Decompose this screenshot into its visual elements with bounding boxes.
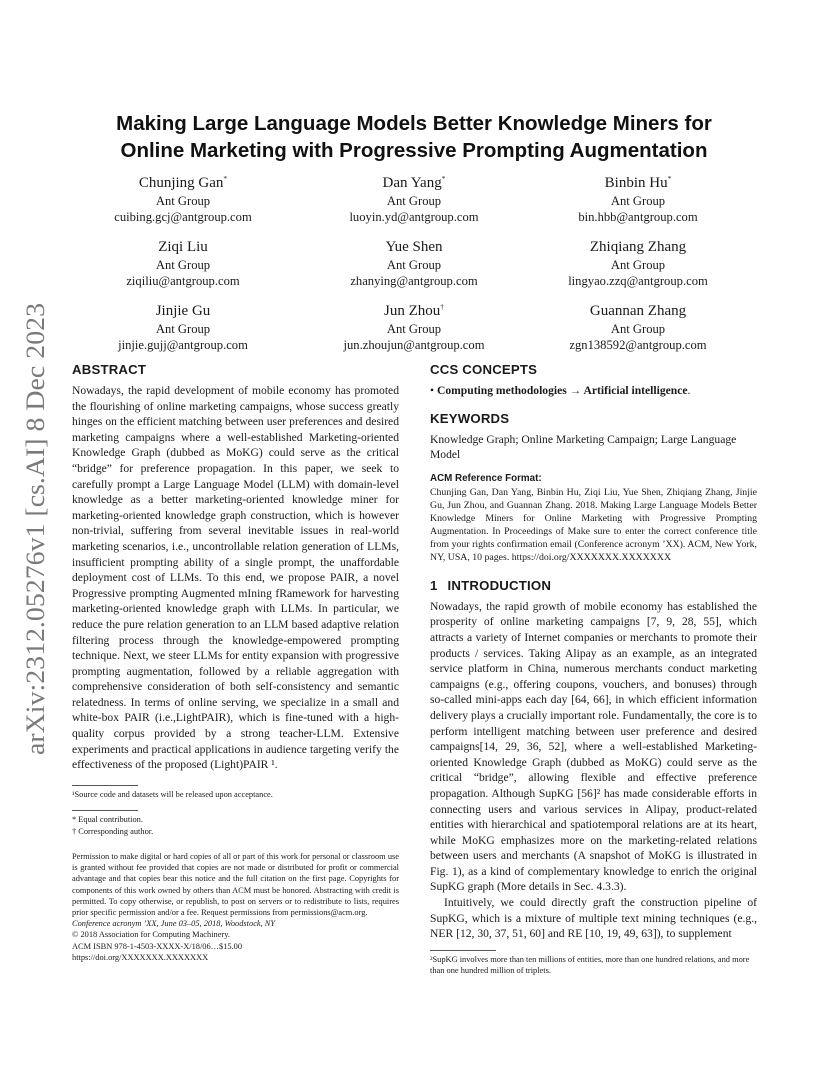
author-name: Yue Shen [385, 239, 443, 255]
author-mark: * [441, 174, 446, 183]
ccs-heading: CCS CONCEPTS [430, 362, 538, 377]
intro-paragraph-2: Intuitively, we could directly graft the construction pipeline of SupKG, which is a mixture of multiple text mining techniques (e.g., NER [12, 30, 37, 51, 60] and RE [10, 19, 49, 63]), to supplement [430, 896, 757, 941]
footnote-equal-contribution: * Equal contribution. [72, 815, 143, 825]
author-email: jinjie.gujj@antgroup.com [118, 338, 248, 352]
abstract-text: Nowadays, the rapid development of mobile economy has promoted the flourishing of online marketing campaigns, whose success greatly hinges on the efficient matching between user preferences and desired marketing campaigns where a well-established Marketing-oriented Knowledge Graph (dubbed as MoKG) could serve as the critical “bridge” for preference propagation. In this paper, we seek to carefully prompt a Large Language Model (LLM) with domain-level knowledge as a better marketing-oriented knowledge miner for marketing-oriented knowledge graph construction, which is however non-trivial, suffering from several inevitable issues in real-world marketing scenarios, i.e., uncontrollable relation generation of LLMs, insufficient prompting ability of a single prompt, the unaffordable deployment cost of LLMs. To this end, we propose PAIR, a novel Progressive prompting Augmented mIning fRamework for harvesting marketing-oriented knowledge graph with LLMs. In particular, we reduce the pure relation generation to an LLM based adaptive relation filtering process through the knowledge-empowered prompting technique. Next, we steer LLMs for entity expansion with progressive prompting augmentation, followed by a reliable aggregation with comprehensive consideration of both self-consistency and semantic relatedness. In terms of online serving, we specialize in a small and white-box PAIR (i.e.,LightPAIR), which is fine-tuned with a high-quality corpus provided by a strong teacher-LLM. Extensive experiments and practical applications in audience targeting verify the effectiveness of the proposed (Light)PAIR ¹. [72, 384, 399, 772]
footnote-corresponding-author: † Corresponding author. [72, 826, 154, 836]
author-mark: * [223, 174, 228, 183]
keywords-heading: KEYWORDS [430, 410, 510, 426]
author-card [68, 302, 298, 353]
author-affiliation: Ant Group [155, 194, 211, 208]
author-name: Zhiqiang Zhang [589, 239, 687, 255]
author-card [523, 238, 753, 289]
keywords-text: Knowledge Graph; Online Marketing Campaign; Large Language Model [430, 432, 737, 462]
section-number: 1 [430, 577, 438, 593]
author-email: ziqiliu@antgroup.com [126, 274, 240, 288]
arxiv-identifier [6, 300, 58, 760]
footnote-supkg: ²SupKG involves more than ten millions of entities, more than one hundred relations, and more than one hundred million of triplets. [430, 954, 750, 976]
author-card [523, 302, 753, 353]
permission-notice: Permission to make digital or hard copies of all or part of this work for personal or classroom use is granted without fee provided that copies are not made or distributed for profit or commercial advantage and that copies bear this notice and the full citation on the first page. Copyrights for components of this work owned by others than ACM must be honored. Abstracting with credit is permitted. To copy otherwise, or republish, to post on servers or to redistribute to lists, requires prior specific permission and/or a fee. Request permissions from permissions@acm.org. [72, 852, 399, 918]
author-mark: † [440, 302, 444, 311]
intro-paragraph-1: Nowadays, the rapid growth of mobile economy has established the prosperity of online marketing campaigns [7, 9, 28, 55], which attracts a variety of Internet companies or merchants to promote their products / services. Taking Alipay as an example, as an integrated service platform in China, numerous merchants conduct marketing campaigns (e.g., offering coupons, vouchers, and bonuses) through so-called mini-apps each day [64, 66], in which efficient information delivery plays a crucially important role. Fundamentally, the core is to perform intelligent matching between user preference and desired campaigns[14, 29, 36, 52], where a well-established Marketing-oriented Knowledge Graph (dubbed as MoKG) could serve as the critical “bridge”, allowing flexible and effective preference propagation. Although SupKG [56]² has made considerable efforts in connecting users and various services in Alipay, product-related entities with hierarchical and spatiotemporal relations are at its heart, while MoKG emphasizes more on the marketing-related relations between users and merchants (A snapshot of MoKG is illustrated in Fig. 1), as a kind of complementary knowledge to enrich the original SupKG graph (More details in Sec. 4.3.3). [430, 599, 757, 894]
author-email: jun.zhoujun@antgroup.com [343, 338, 485, 352]
author-email: luoyin.yd@antgroup.com [349, 210, 479, 224]
title-line-1: Making Large Language Models Better Knowledge Miners for [116, 112, 712, 135]
author-affiliation: Ant Group [386, 322, 442, 336]
author-affiliation: Ant Group [155, 322, 211, 336]
abstract-heading: ABSTRACT [72, 362, 147, 377]
doi-line: https://doi.org/XXXXXXX.XXXXXXX [72, 952, 209, 962]
author-email: cuibing.gcj@antgroup.com [114, 210, 252, 224]
author-name: Jun Zhou [384, 303, 441, 319]
author-email: zhanying@antgroup.com [350, 274, 478, 288]
introduction-heading [430, 578, 757, 593]
author-name: Chunjing Gan [138, 175, 224, 191]
author-email: zgn138592@antgroup.com [569, 338, 707, 352]
author-email: bin.hbb@antgroup.com [578, 210, 698, 224]
author-card [299, 238, 529, 289]
right-column [430, 362, 757, 977]
ccs-bullet: • [430, 384, 435, 397]
author-affiliation: Ant Group [610, 322, 666, 336]
author-affiliation: Ant Group [155, 258, 211, 272]
acm-reference-heading: ACM Reference Format: [430, 472, 542, 484]
isbn-line: ACM ISBN 978-1-4503-XXXX-X/18/06…$15.00 [72, 941, 243, 951]
ccs-concepts [430, 383, 757, 399]
conference-line: Conference acronym ’XX, June 03–05, 2018, Woodstock, NY [72, 919, 276, 929]
author-affiliation: Ant Group [610, 194, 666, 208]
author-name: Jinjie Gu [155, 303, 211, 319]
paper-title [72, 110, 756, 164]
author-name: Binbin Hu [604, 175, 668, 191]
ccs-concept: Computing methodologies → Artificial intelligence [436, 384, 688, 397]
author-card [523, 174, 753, 225]
author-mark: * [667, 174, 672, 183]
author-email: lingyao.zzq@antgroup.com [568, 274, 708, 288]
ccs-end: . [687, 384, 691, 397]
author-name: Ziqi Liu [158, 239, 208, 255]
footnote-source: ¹Source code and datasets will be released upon acceptance. [72, 789, 273, 799]
author-affiliation: Ant Group [386, 258, 442, 272]
author-affiliation: Ant Group [386, 194, 442, 208]
acm-reference-text: Chunjing Gan, Dan Yang, Binbin Hu, Ziqi Liu, Yue Shen, Zhiqiang Zhang, Jinjie Gu, Jun Zhou, and Guannan Zhang. 2018. Making Large Language Models Better Knowledge Miners for Online Marketing with Progressive Prompting Augmentation. In Proceedings of Make sure to enter the correct conference title from your rights confirmation email (Conference acronym ’XX). ACM, New York, NY, USA, 10 pages. https://doi.org/XXXXXXX.XXXXXXX [430, 486, 757, 563]
arxiv-id-text: arXiv:2312.05276v1 [cs.AI] 8 Dec 2023 [21, 333, 50, 755]
title-line-2: Online Marketing with Progressive Prompting Augmentation [120, 139, 708, 162]
author-card [299, 302, 529, 353]
author-card [299, 174, 529, 225]
section-title: INTRODUCTION [447, 577, 552, 593]
author-card [68, 174, 298, 225]
copyright-line: © 2018 Association for Computing Machinery. [72, 930, 230, 940]
author-card [68, 238, 298, 289]
left-column [72, 362, 399, 963]
author-affiliation: Ant Group [610, 258, 666, 272]
author-name: Guannan Zhang [589, 303, 687, 319]
author-name: Dan Yang [382, 175, 442, 191]
